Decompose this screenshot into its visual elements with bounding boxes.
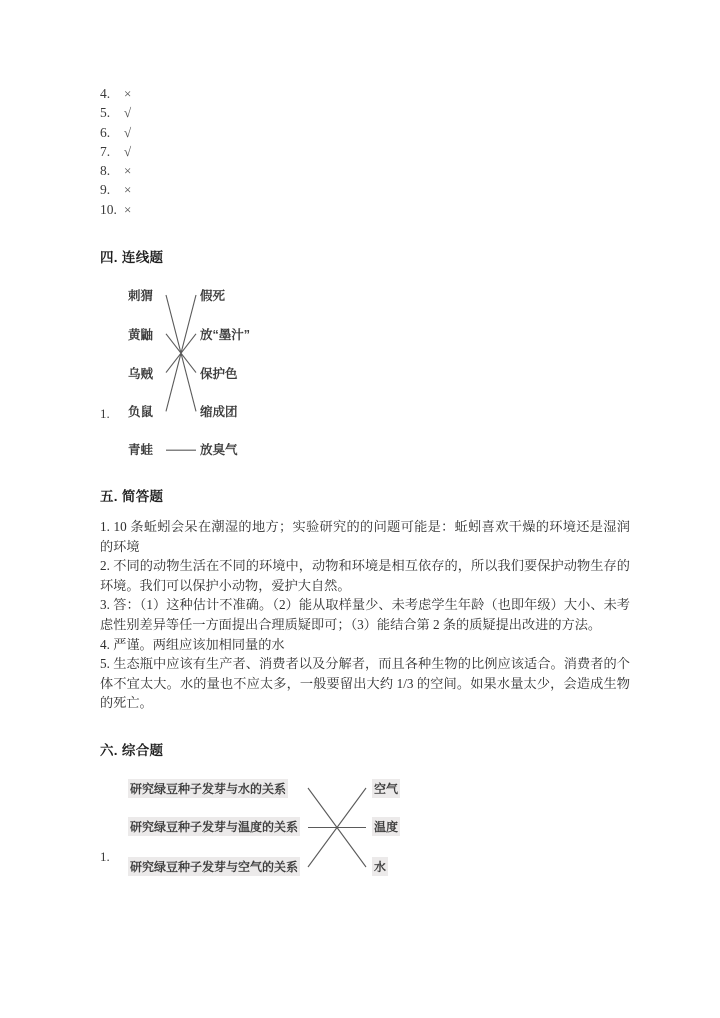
answer-number: 7.: [100, 143, 111, 159]
matching-diagram-beans: [100, 775, 630, 883]
answer-paragraph: 3. 答：（1）这种估计不准确。（2）能从取样量少、未考虑学生年龄（也即年级）大小、未考虑性别差异等任一方面提出合理质疑即可；（3）能结合第 2 条的质疑提出改进的方法。: [100, 597, 630, 633]
answer-mark: ×: [124, 163, 132, 179]
answer-number: 10.: [100, 201, 117, 217]
match-left-item-0: 刺猬: [128, 289, 154, 304]
answer-paragraph: 5. 生态瓶中应该有生产者、消费者以及分解者，而且各种生物的比例应该适合。消费者的个体不宜太大。水的量也不应太多，一般要留出大约 1/3 的空间。如果水量太少，会造成生物的死亡。: [100, 656, 630, 711]
answer-mark: ×: [124, 201, 132, 217]
answer-mark: √: [124, 105, 132, 121]
answer-key-list: [100, 84, 630, 219]
answer-number: 5.: [100, 105, 111, 121]
matching-connector-lines-beans: [100, 775, 430, 885]
matching-connector-lines-animals: [100, 280, 300, 465]
match-right-item-1: 放“墨汁”: [200, 328, 251, 343]
question-index: 1.: [100, 406, 110, 422]
list-item: [100, 123, 630, 142]
answer-mark: ×: [124, 86, 132, 101]
answer-number: 6.: [100, 124, 111, 140]
match-right-item-2: 保护色: [200, 367, 238, 382]
match-left-item-3: 负鼠: [128, 405, 154, 420]
short-answer-body: [100, 517, 630, 713]
list-item: [100, 84, 630, 103]
match-right-item-4: 放臭气: [200, 443, 238, 458]
section-heading-four: 四. 连线题: [100, 250, 164, 266]
matching-diagram-animals: [100, 280, 630, 460]
list-item: [100, 103, 630, 122]
answer-mark: √: [124, 143, 132, 159]
bean-right-item-0: 空气: [372, 779, 400, 798]
answer-mark: ×: [124, 182, 132, 198]
list-item: [100, 142, 630, 161]
list-item: [100, 161, 630, 180]
match-left-item-2: 乌贼: [128, 367, 154, 382]
bean-left-item-0: 研究绿豆种子发芽与水的关系: [128, 779, 288, 798]
answer-number: 8.: [100, 163, 111, 179]
bean-left-item-1: 研究绿豆种子发芽与温度的关系: [128, 817, 300, 836]
answer-mark: √: [124, 124, 132, 140]
answer-paragraph: 1. 10 条蚯蚓会呆在潮湿的地方；实验研究的的问题可能是：蚯蚓喜欢干燥的环境还是湿润的环境: [100, 519, 630, 554]
answer-paragraph: 2. 不同的动物生活在不同的环境中，动物和环境是相互依存的，所以我们要保护动物生存的环境。我们可以保护小动物，爱护大自然。: [100, 558, 630, 593]
match-right-item-0: 假死: [200, 289, 226, 304]
bean-left-item-2: 研究绿豆种子发芽与空气的关系: [128, 857, 300, 876]
list-item: [100, 200, 630, 219]
section-heading-five: 五. 简答题: [100, 489, 164, 505]
answer-number: 4.: [100, 86, 111, 101]
match-right-item-3: 缩成团: [200, 405, 238, 420]
section-heading-six: 六. 综合题: [100, 743, 164, 759]
match-left-item-1: 黄鼬: [128, 328, 154, 343]
page-content: [100, 84, 630, 883]
question-index: 1.: [100, 849, 110, 865]
match-left-item-4: 青蛙: [128, 443, 154, 458]
bean-right-item-2: 水: [372, 857, 388, 876]
answer-number: 9.: [100, 182, 111, 198]
bean-right-item-1: 温度: [372, 817, 400, 836]
answer-paragraph: 4. 严谨。两组应该加相同量的水: [100, 636, 285, 652]
list-item: [100, 180, 630, 199]
